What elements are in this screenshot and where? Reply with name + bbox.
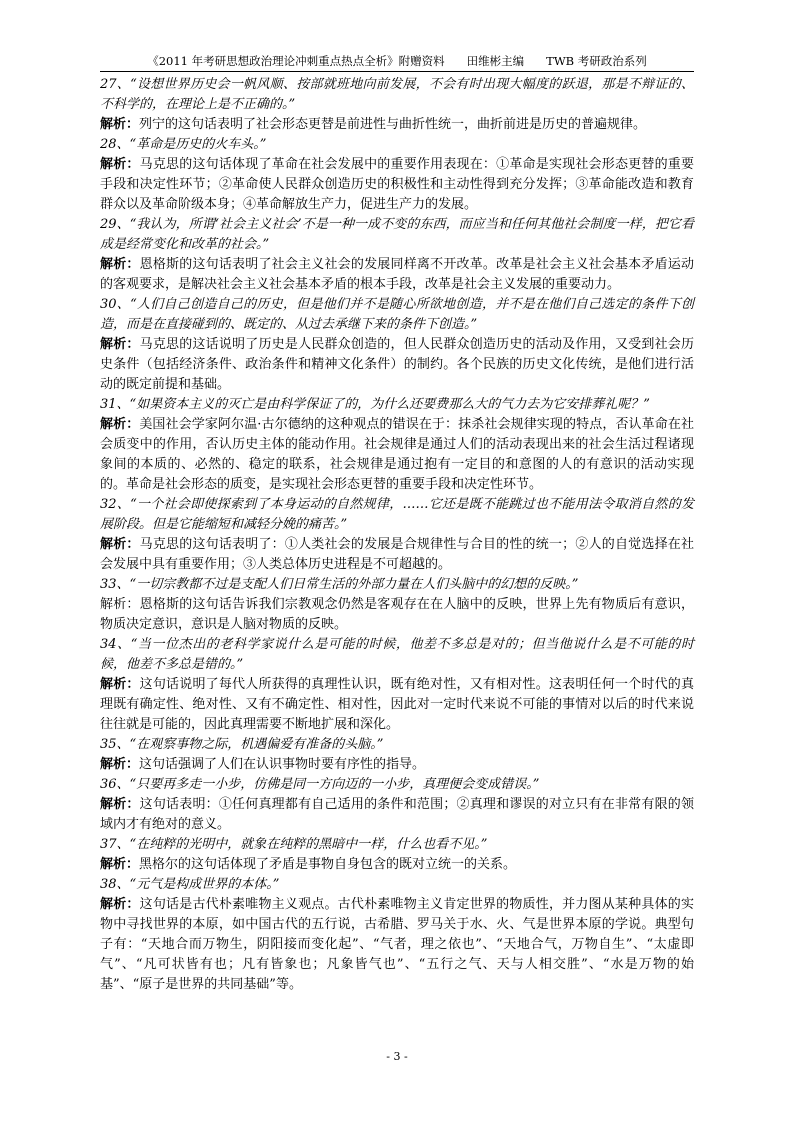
analysis-label: 解析： <box>100 417 140 432</box>
analysis-label: 解析： <box>100 857 140 872</box>
entry-30 <box>100 295 694 395</box>
analysis-text: 马克思的这话说明了历史是人民群众创造的，但人民群众创造历史的活动及作用，又受到社会历史条件（包括经济条件、政治条件和精神文化条件）的制约。各个民族的历史文化传统，是他们进行活动的既定前提和基础。 <box>100 337 694 392</box>
analysis <box>100 535 694 575</box>
quote: 28、“革命是历史的火车头。” <box>100 137 267 152</box>
quote: 30、“人们自己创造自己的历史，但是他们并不是随心所欲地创造，并不是在他们自己选定的条件下创造，而是在直接碰到的、既定的、从过去承继下来的条件下创造。” <box>100 297 694 332</box>
analysis <box>100 675 694 735</box>
analysis-text: 恩格斯的这句话表明了社会主义社会的发展同样离不开改革。改革是社会主义社会基本矛盾运动的客观要求，是解决社会主义社会基本矛盾的根本手段，改革是社会主义发展的重要动力。 <box>100 257 694 292</box>
analysis-text: 这句话强调了人们在认识事物时要有序性的指导。 <box>139 757 426 772</box>
analysis <box>100 595 694 635</box>
analysis <box>100 855 694 875</box>
entry-38 <box>100 875 694 995</box>
document-body <box>100 75 694 995</box>
header-editor: 田维彬主编 <box>466 54 525 68</box>
entry-36 <box>100 775 694 835</box>
analysis-text: 这句话说明了每代人所获得的真理性认识，既有绝对性，又有相对性。这表明任何一个时代的真理既有确定性、绝对性、又有不确定性、相对性，因此对一定时代来说不可能的事情对以后的时代来说往往就是可能的，因此真理需要不断地扩展和深化。 <box>100 677 694 732</box>
quote: 36、“只要再多走一小步，仿佛是同一方向迈的一小步，真理便会变成错误。” <box>100 777 540 792</box>
analysis <box>100 155 694 215</box>
analysis-label: 解析： <box>100 537 140 552</box>
analysis <box>100 895 694 995</box>
analysis-label: 解析： <box>100 157 140 172</box>
analysis-label: 解析： <box>100 757 140 772</box>
analysis <box>100 755 694 775</box>
quote: 32、“一个社会即使探索到了本身运动的自然规律，……它还是既不能跳过也不能用法令取消自然的发展阶段。但是它能缩短和减轻分娩的痛苦。” <box>100 497 694 532</box>
entry-34 <box>100 635 694 735</box>
quote: 31、“如果资本主义的灭亡是由科学保证了的，为什么还要费那么大的气力去为它安排葬礼呢？” <box>100 397 650 412</box>
analysis-text: 马克思的这句话表明了：①人类社会的发展是合规律性与合目的性的统一；②人的自觉选择在社会发展中具有重要作用；③人类总体历史进程是不可超越的。 <box>100 537 694 572</box>
entry-31 <box>100 395 694 495</box>
analysis-text: 美国社会学家阿尔温·古尔德纳的这种观点的错误在于：抹杀社会规律实现的特点，否认革命在社会质变中的作用，否认历史主体的能动作用。社会规律是通过人们的活动表现出来的社会生活过程诸现象间的本质的、必然的、稳定的联系，社会规律是通过抱有一定目的和意图的人的有意识的活动实现的。革命是社会形态的质变，是实现社会形态更替的重要手段和决定性环节。 <box>100 417 694 492</box>
entry-29 <box>100 215 694 295</box>
analysis <box>100 795 694 835</box>
quote: 29、“我认为，所谓‘社会主义社会’不是一种一成不变的东西，而应当和任何其他社会制度一样，把它看成是经常变化和改革的社会。” <box>100 217 694 252</box>
quote: 37、“在纯粹的光明中，就象在纯粹的黑暗中一样，什么也看不见。” <box>100 837 488 852</box>
analysis-text: 马克思的这句话体现了革命在社会发展中的重要作用表现在：①革命是实现社会形态更替的重要手段和决定性环节；②革命使人民群众创造历史的积极性和主动性得到充分发挥；③革命能改造和教育群众以及革命阶级本身；④革命解放生产力，促进生产力的发展。 <box>100 157 694 212</box>
quote: 34、“当一位杰出的老科学家说什么是可能的时候，他差不多总是对的；但当他说什么是不可能的时候，他差不多总是错的。” <box>100 637 694 672</box>
analysis <box>100 255 694 295</box>
analysis-label: 解析： <box>100 117 140 132</box>
page-number: - 3 - <box>386 1050 408 1063</box>
analysis-label: 解析： <box>100 257 140 272</box>
analysis-label: 解析： <box>100 337 140 352</box>
quote: 33、“一切宗教都不过是支配人们日常生活的外部力量在人们头脑中的幻想的反映。” <box>100 577 579 592</box>
analysis-label: 解析： <box>100 897 140 912</box>
analysis-text: 恩格斯的这句话告诉我们宗教观念仍然是客观存在在人脑中的反映，世界上先有物质后有意识，物质决定意识，意识是人脑对物质的反映。 <box>100 597 694 632</box>
entry-35 <box>100 735 694 775</box>
analysis-label: 解析： <box>100 797 140 812</box>
page-header <box>100 47 694 72</box>
quote: 38、“元气是构成世界的本体。” <box>100 877 280 892</box>
entry-27 <box>100 75 694 135</box>
quote: 27、“设想世界历史会一帆风顺、按部就班地向前发展，不会有时出现大幅度的跃退，那是不辩证的、不科学的，在理论上是不正确的。” <box>100 77 694 112</box>
analysis <box>100 115 694 135</box>
header-title: 《2011 年考研思想政治理论冲刺重点热点全析》附赠资料 <box>147 54 445 68</box>
entry-33 <box>100 575 694 635</box>
analysis-label: 解析： <box>100 677 140 692</box>
analysis-text: 这句话是古代朴素唯物主义观点。古代朴素唯物主义肯定世界的物质性，并力图从某种具体的实物中寻找世界的本原，如中国古代的五行说，古希腊、罗马关于水、火、气是世界本原的学说。典型句子有：“天地合而万物生，阴阳接而变化起”、“气者，理之依也”、“天地合气，万物自生”、“太虚即气”、“凡可状皆有也；凡有皆象也；凡象皆气也”、“五行之气、天与人相交胜”、“水是万物的始基”、“原子是世界的共同基础”等。 <box>100 897 694 992</box>
header-series: TWB 考研政治系列 <box>546 54 647 68</box>
analysis-text: 这句话表明：①任何真理都有自己适用的条件和范围；②真理和谬误的对立只有在非常有限的领域内才有绝对的意义。 <box>100 797 694 832</box>
analysis <box>100 415 694 495</box>
entry-32 <box>100 495 694 575</box>
analysis <box>100 335 694 395</box>
entry-37 <box>100 835 694 875</box>
quote: 35、“在观察事物之际，机遇偏爱有准备的头脑。” <box>100 737 384 752</box>
analysis-text: 列宁的这句话表明了社会形态更替是前进性与曲折性统一，曲折前进是历史的普遍规律。 <box>139 117 647 132</box>
entry-28 <box>100 135 694 215</box>
analysis-text: 黑格尔的这句话体现了矛盾是事物自身包含的既对立统一的关系。 <box>139 857 517 872</box>
analysis-label: 解析： <box>100 597 140 612</box>
